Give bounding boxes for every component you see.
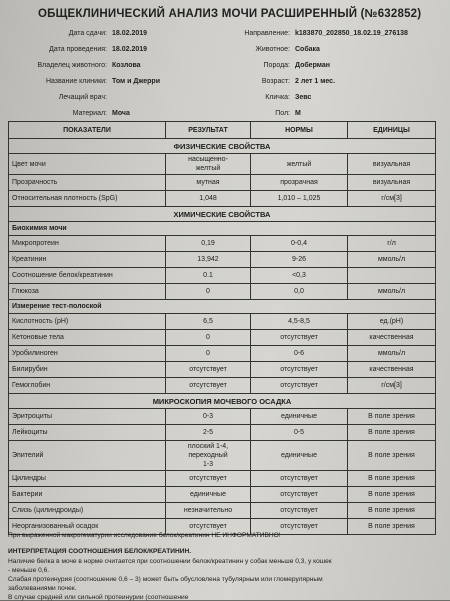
norm-cell: 0,0 bbox=[251, 284, 348, 300]
unit-cell: В поле зрения bbox=[348, 503, 436, 519]
indicator-cell: Уробилиноген bbox=[9, 346, 166, 362]
table-row bbox=[9, 330, 436, 346]
norm-cell: отсутствует bbox=[251, 362, 348, 378]
unit-cell: г/см[3] bbox=[348, 191, 436, 207]
header-field-left-0 bbox=[2, 30, 147, 37]
indicator-cell: Креатинин bbox=[9, 252, 166, 268]
indicator-cell: Относительная плотность (SpG) bbox=[9, 191, 166, 207]
norm-cell: 9-26 bbox=[251, 252, 348, 268]
norm-cell: единичные bbox=[251, 409, 348, 425]
result-cell: насыщенно- желтый bbox=[166, 154, 251, 175]
unit-cell: В поле зрения bbox=[348, 409, 436, 425]
indicator-cell: Билирубин bbox=[9, 362, 166, 378]
result-cell: отсутствует bbox=[166, 362, 251, 378]
table-header-row bbox=[9, 122, 436, 139]
header-field-left-2 bbox=[2, 62, 141, 69]
indicator-cell: Слизь (цилиндроиды) bbox=[9, 503, 166, 519]
field-value: Козлова bbox=[112, 62, 141, 69]
col-header-indicator: ПОКАЗАТЕЛИ bbox=[9, 122, 166, 139]
table-row bbox=[9, 425, 436, 441]
norm-cell: <0,3 bbox=[251, 268, 348, 284]
unit-cell: В поле зрения bbox=[348, 441, 436, 471]
header-field-right-1 bbox=[210, 46, 320, 53]
indicator-cell: Цилиндры bbox=[9, 471, 166, 487]
norm-cell: 1,010 – 1,025 bbox=[251, 191, 348, 207]
field-label: Кличка: bbox=[265, 94, 290, 101]
interpretation-line: Наличие белка в моче в норме считается при соотношении белок/креатинин у собак меньше 0,3, у кошек bbox=[8, 558, 332, 565]
result-cell: незначительно bbox=[166, 503, 251, 519]
unit-cell: качественная bbox=[348, 362, 436, 378]
field-label: Материал: bbox=[72, 110, 107, 117]
norm-cell: 0-0,4 bbox=[251, 236, 348, 252]
field-value: 18.02.2019 bbox=[112, 46, 148, 53]
indicator-cell: Цвет мочи bbox=[9, 154, 166, 175]
interpretation-line: - меньше 0,6. bbox=[8, 567, 50, 574]
field-label: Название клиники: bbox=[45, 78, 107, 85]
col-header-norm: НОРМЫ bbox=[251, 122, 348, 139]
field-value: Доберман bbox=[295, 62, 330, 69]
table-row bbox=[9, 175, 436, 191]
table-row bbox=[9, 362, 436, 378]
result-cell: 0 bbox=[166, 346, 251, 362]
subsection-title: Биохимия мочи bbox=[9, 222, 436, 236]
section-title: ФИЗИЧЕСКИЕ СВОЙСТВА bbox=[9, 139, 436, 154]
table-row bbox=[9, 252, 436, 268]
norm-cell: 0-5 bbox=[251, 425, 348, 441]
unit-cell bbox=[348, 268, 436, 284]
result-cell: 2-5 bbox=[166, 425, 251, 441]
norm-cell: отсутствует bbox=[251, 378, 348, 394]
field-label: Дата сдачи: bbox=[68, 30, 107, 37]
field-value: Собака bbox=[295, 46, 320, 53]
section-header-row bbox=[9, 207, 436, 222]
result-cell: 0 bbox=[166, 330, 251, 346]
section-title: ХИМИЧЕСКИЕ СВОЙСТВА bbox=[9, 207, 436, 222]
section-header-row bbox=[9, 139, 436, 154]
section-title: МИКРОСКОПИЯ МОЧЕВОГО ОСАДКА bbox=[9, 394, 436, 409]
report-title: ОБЩЕКЛИНИЧЕСКИЙ АНАЛИЗ МОЧИ РАСШИРЕННЫЙ (№632852) bbox=[38, 8, 422, 20]
table-row bbox=[9, 284, 436, 300]
unit-cell: ммоль/л bbox=[348, 252, 436, 268]
header-field-right-5 bbox=[210, 110, 301, 117]
unit-cell: визуальная bbox=[348, 154, 436, 175]
field-label: Владелец животного: bbox=[37, 62, 107, 69]
header-field-left-3 bbox=[2, 78, 160, 85]
unit-cell: визуальная bbox=[348, 175, 436, 191]
footer-note: При выраженной макрогематурии исследование белок/креатинин НЕ ИНФОРМАТИВНО! bbox=[8, 532, 281, 539]
col-header-result: РЕЗУЛЬТАТ bbox=[166, 122, 251, 139]
field-value: Том и Джерри bbox=[112, 78, 160, 85]
unit-cell: ммоль/л bbox=[348, 284, 436, 300]
table-row bbox=[9, 409, 436, 425]
unit-cell: В поле зрения bbox=[348, 519, 436, 535]
field-label: Возраст: bbox=[261, 78, 290, 85]
norm-cell: отсутствует bbox=[251, 503, 348, 519]
unit-cell: В поле зрения bbox=[348, 487, 436, 503]
result-cell: 1,048 bbox=[166, 191, 251, 207]
result-cell: мутная bbox=[166, 175, 251, 191]
table-row bbox=[9, 503, 436, 519]
indicator-cell: Соотношение белок/креатинин bbox=[9, 268, 166, 284]
table-row bbox=[9, 236, 436, 252]
unit-cell: В поле зрения bbox=[348, 471, 436, 487]
result-cell: 0 bbox=[166, 284, 251, 300]
subsection-row bbox=[9, 300, 436, 314]
field-value: Моча bbox=[112, 110, 130, 117]
table-row bbox=[9, 487, 436, 503]
field-value: М bbox=[295, 110, 301, 117]
table-row bbox=[9, 154, 436, 175]
unit-cell: В поле зрения bbox=[348, 425, 436, 441]
subsection-row bbox=[9, 222, 436, 236]
norm-cell: прозрачная bbox=[251, 175, 348, 191]
results-table bbox=[8, 121, 436, 535]
result-cell: 6,5 bbox=[166, 314, 251, 330]
norm-cell: отсутствует bbox=[251, 487, 348, 503]
unit-cell: ммоль/л bbox=[348, 346, 436, 362]
interpretation-line: Слабая протеинурия (соотношение 0,6 – 3) может быть обусловлена тубулярным или гломерулярным bbox=[8, 576, 323, 583]
table-row bbox=[9, 471, 436, 487]
header-field-right-3 bbox=[210, 78, 335, 85]
result-cell: единичные bbox=[166, 487, 251, 503]
header-field-right-0 bbox=[210, 30, 408, 37]
indicator-cell: Прозрачность bbox=[9, 175, 166, 191]
indicator-cell: Гемоглобин bbox=[9, 378, 166, 394]
indicator-cell: Лейкоциты bbox=[9, 425, 166, 441]
table-row bbox=[9, 268, 436, 284]
header-field-right-4 bbox=[210, 94, 311, 101]
result-cell: 0-3 bbox=[166, 409, 251, 425]
result-cell: отсутствует bbox=[166, 519, 251, 535]
result-cell: 0,19 bbox=[166, 236, 251, 252]
field-label: Порода: bbox=[263, 62, 290, 69]
indicator-cell: Неорганизованный осадок bbox=[9, 519, 166, 535]
norm-cell: отсутствует bbox=[251, 330, 348, 346]
indicator-cell: Кетоновые тела bbox=[9, 330, 166, 346]
norm-cell: отсутствует bbox=[251, 519, 348, 535]
result-cell: 0.1 bbox=[166, 268, 251, 284]
indicator-cell: Эпителий bbox=[9, 441, 166, 471]
unit-cell: г/л bbox=[348, 236, 436, 252]
result-cell: отсутствует bbox=[166, 378, 251, 394]
interpretation-title: ИНТЕРПРЕТАЦИЯ СООТНОШЕНИЯ БЕЛОК/КРЕАТИНИН. bbox=[8, 548, 192, 555]
result-cell: плоский 1-4, переходный 1-3 bbox=[166, 441, 251, 471]
indicator-cell: Бактерии bbox=[9, 487, 166, 503]
field-value: Зевс bbox=[295, 94, 312, 101]
unit-cell: г/см[3] bbox=[348, 378, 436, 394]
unit-cell: ед.(pH) bbox=[348, 314, 436, 330]
norm-cell: 4,5-8,5 bbox=[251, 314, 348, 330]
subsection-title: Измерение тест-полоской bbox=[9, 300, 436, 314]
field-value: 2 лет 1 мес. bbox=[295, 78, 336, 85]
field-label: Лечащий врач: bbox=[58, 94, 107, 101]
header-field-left-1 bbox=[2, 46, 147, 53]
field-value: 18.02.2019 bbox=[112, 30, 148, 37]
indicator-cell: Глюкоза bbox=[9, 284, 166, 300]
field-label: Направление: bbox=[244, 30, 290, 37]
field-label: Пол: bbox=[275, 110, 290, 117]
result-cell: отсутствует bbox=[166, 471, 251, 487]
norm-cell: единичные bbox=[251, 441, 348, 471]
section-header-row bbox=[9, 394, 436, 409]
indicator-cell: Эритроциты bbox=[9, 409, 166, 425]
table-row bbox=[9, 441, 436, 471]
table-row bbox=[9, 346, 436, 362]
table-row bbox=[9, 378, 436, 394]
norm-cell: отсутствует bbox=[251, 471, 348, 487]
unit-cell: качественная bbox=[348, 330, 436, 346]
interpretation-line: заболеваниями почек. bbox=[8, 585, 77, 592]
norm-cell: желтый bbox=[251, 154, 348, 175]
header-field-left-5 bbox=[2, 110, 130, 117]
field-label: Животное: bbox=[255, 46, 290, 53]
indicator-cell: Кислотность (pH) bbox=[9, 314, 166, 330]
indicator-cell: Микропротеин bbox=[9, 236, 166, 252]
header-field-right-2 bbox=[210, 62, 330, 69]
header-field-left-4 bbox=[2, 94, 112, 101]
table-row bbox=[9, 191, 436, 207]
table-row bbox=[9, 314, 436, 330]
field-label: Дата проведения: bbox=[49, 46, 107, 53]
col-header-unit: ЕДИНИЦЫ bbox=[348, 122, 436, 139]
field-value: k183870_202850_18.02.19_276138 bbox=[295, 30, 408, 37]
interpretation-line: В случае средней или сильной протеинурии (соотношение bbox=[8, 594, 189, 601]
result-cell: 13,942 bbox=[166, 252, 251, 268]
norm-cell: 0-6 bbox=[251, 346, 348, 362]
